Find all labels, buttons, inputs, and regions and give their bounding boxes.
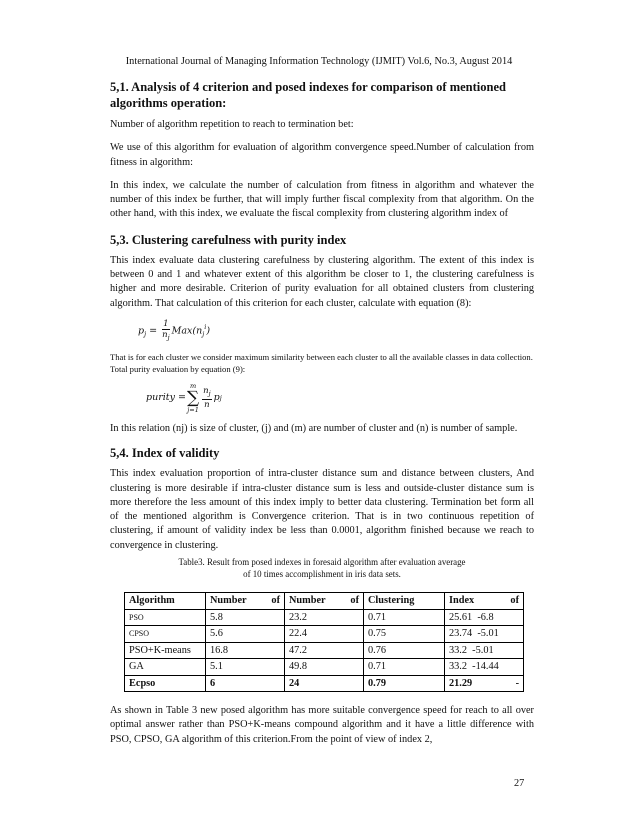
table-cell: 6	[206, 675, 285, 692]
table-row	[125, 609, 524, 626]
paragraph-small: That is for each cluster we consider maximum similarity between each cluster to all the available classes in data collection.	[110, 351, 533, 362]
table-cell: 5.6	[206, 626, 285, 643]
table-cell: 25.61 -6.8	[445, 609, 524, 626]
paragraph: This index evaluate data clustering carefulness by clustering algorithm. The extent of this index is between 0 and 1 and whatever extent of this algorithm be closer to 1, the clustering carefulness is higher and more desirable. Criterion of purity evaluation for all obtained clusters from clustering algorithm. That calculation of this criterion for each cluster, calculate with equation (8):	[110, 254, 534, 309]
table-header-cell: Index of	[445, 593, 524, 610]
table-cell: GA	[125, 659, 206, 676]
section-5-1-heading: 5,1. Analysis of 4 criterion and posed indexes for comparison of mentioned algorithms operation:	[110, 80, 506, 110]
paragraph-small: Total purity evaluation by equation (9):	[110, 364, 246, 375]
paragraph: In this index, we calculate the number of calculation from fitness in algorithm and whatever the number of this index be further, that will imply further fiscal complexity from that algorithm. On the other hand, with this index, we evaluate the fiscal complexity from clustering algorithm index of	[110, 179, 534, 220]
table-cell: 49.8	[285, 659, 364, 676]
table-header-cell: Clustering	[364, 593, 445, 610]
table-cell: 23.2	[285, 609, 364, 626]
table-header-cell: Number of	[206, 593, 285, 610]
paragraph: In this relation (nj) is size of cluster, (j) and (m) are number of cluster and (n) is number of sample.	[110, 422, 518, 434]
equation-8: $p_j$ = $\frac{1}{n_j}$ $Max(n_j^i)$	[138, 318, 211, 342]
table-row	[125, 626, 524, 643]
table-cell: 0.71	[364, 659, 445, 676]
table-cell: CPSO	[125, 626, 206, 643]
results-table	[124, 592, 524, 692]
table-cell: PSO+K-means	[125, 642, 206, 659]
page-number: 27	[514, 778, 525, 789]
paragraph: This index evaluation proportion of intra-cluster distance sum and distance between clusters, And clustering is more desirable if intra-cluster distance sum is less and outside-cluster distance sum is more therefore the less amount of this index imply to better data clustering. Termination bet form all of the mentioned algorithm is Convergence criterion. That is in two continuous repetition of clustering, if amount of validity index be less than 0.0001, algorithm finished because we reach to convergence in clustering.	[110, 468, 534, 551]
table-header-cell: Algorithm	[125, 593, 206, 610]
table-cell: 33.2 -14.44	[445, 659, 524, 676]
section-5-4-heading: 5,4. Index of validity	[110, 446, 220, 461]
section-5-3-heading: 5,3. Clustering carefulness with purity index	[110, 232, 347, 247]
table-row	[125, 642, 524, 659]
table-cell: 0.71	[364, 609, 445, 626]
table-row	[125, 675, 524, 692]
table-cell: Ecpso	[125, 675, 206, 692]
table-cell: 21.29 -	[445, 675, 524, 692]
table-cell: 5.1	[206, 659, 285, 676]
table-cell: 0.75	[364, 626, 445, 643]
table-header-row	[125, 593, 524, 610]
equation-9: purity = m ∑ j=1 $\frac{n_j}{n}$ p j	[146, 381, 222, 414]
table-cell: 0.76	[364, 642, 445, 659]
table-cell: 5.8	[206, 609, 285, 626]
table-cell: 22.4	[285, 626, 364, 643]
paragraph: We use of this algorithm for evaluation of algorithm convergence speed.Number of calculation from fitness in algorithm:	[110, 142, 534, 168]
paragraph: As shown in Table 3 new posed algorithm has more suitable convergence speed for reach to all over optimal answer rather than PSO+K-means compound algorithm and it have a little difference with PSO, CPSO, GA algorithm of this criterion.From the point of view of index 2,	[110, 705, 534, 745]
table-header-cell: Number of	[285, 593, 364, 610]
table-cell: 33.2 -5.01	[445, 642, 524, 659]
table-caption: Table3. Result from posed indexes in foresaid algorithm after evaluation average of 10 times accomplishment in iris data sets.	[178, 557, 466, 580]
table-row	[125, 659, 524, 676]
table-cell: 47.2	[285, 642, 364, 659]
table-cell: 0.79	[364, 675, 445, 692]
table-cell: 16.8	[206, 642, 285, 659]
table-cell: 24	[285, 675, 364, 692]
running-header: International Journal of Managing Information Technology (IJMIT) Vol.6, No.3, August 2014	[125, 56, 513, 67]
paragraph: Number of algorithm repetition to reach to termination bet:	[110, 119, 354, 130]
main-content	[110, 79, 534, 747]
table-cell: 23.74 -5.01	[445, 626, 524, 643]
table-cell: PSO	[125, 609, 206, 626]
